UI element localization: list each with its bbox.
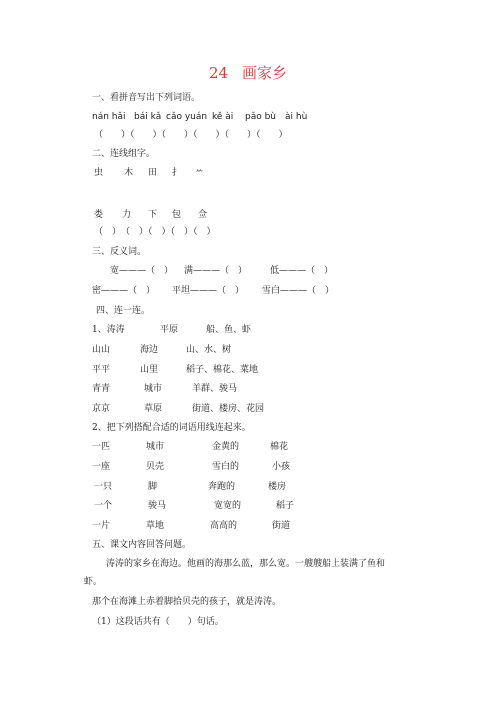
match-place-3: 山里 [140,365,159,375]
pinyin-answer-blanks: （ ）（ ）（ ）（ ）（ ）（ ） [94,130,288,140]
pinyin-1: nán hǎi [92,112,126,122]
passage-line-2: 虾。 [84,577,103,587]
section3-heading: 三、反义词。 [92,247,147,257]
pair-target-1: 棉花 [270,442,289,452]
pair-noun-3: 脚 [148,482,158,492]
match-thing-3: 稻子、棉花、菜地 [186,365,259,375]
match-place-5: 草原 [144,404,163,414]
match-name-4: 青青 [92,384,111,394]
question-1: （1）这段话共有（ ）句话。 [92,617,224,627]
match-place-1: 平原 [160,325,179,335]
match-name-5: 京京 [92,404,111,414]
component-3: 下 [148,210,158,220]
component-2: 力 [122,210,132,220]
pair-target-4: 稻子 [276,501,295,511]
pair-adj-2: 雪白的 [212,462,240,472]
pair-adj-1: 金黄的 [212,442,240,452]
pair-measure-2: 一座 [92,462,111,472]
page-title [0,64,496,82]
pinyin-6: ài hù [285,112,308,122]
antonym-3: 低———（ ） [270,266,334,276]
antonym-5: 平坦———（ ） [172,286,245,296]
antonym-1: 宽———（ ） [110,266,174,276]
pair-target-5: 街道 [272,521,291,531]
radical-5: ⺮ [196,169,203,177]
section1-heading: 一、看拼音写出下列词语。 [92,93,201,103]
antonym-4: 密———（ ） [92,286,156,296]
match-thing-2: 山、水、树 [186,345,232,355]
match-place-2: 海边 [140,345,159,355]
char-answer-blanks: （ ） （ ）（ ）（ ）（ ） [94,227,216,237]
match-thing-1: 船、鱼、虾 [206,325,252,335]
match-name-3: 平平 [92,365,111,375]
pair-measure-4: 一个 [94,501,113,511]
pair-noun-2: 贝壳 [146,462,165,472]
pair-noun-5: 草地 [146,521,165,531]
passage-line-3: 那个在海滩上赤着脚拾贝壳的孩子，就是涛涛。 [92,597,282,607]
match-place-4: 城市 [144,384,163,394]
pinyin-2: bái kǎ [134,112,162,122]
passage-line-1: 涛涛的家乡在海边。他画的海那么蓝，那么宽。一艘艘船上装满了鱼和 [106,559,386,569]
pair-noun-4: 骏马 [148,501,167,511]
component-4: 包 [172,210,182,220]
radical-4: 扌 [172,168,182,178]
match-thing-5: 街道、楼房、花园 [192,404,265,414]
antonym-6: 雪白———（ ） [262,286,335,296]
lesson-title: 画家乡 [242,64,288,82]
antonym-2: 满———（ ） [184,266,248,276]
pair-measure-5: 一片 [92,521,111,531]
match-name-2: 山山 [92,345,111,355]
pinyin-5: pǎo bù [245,112,277,122]
radical-1: 虫 [94,168,104,178]
pair-adj-4: 宽宽的 [214,501,242,511]
lesson-number: 24 [208,64,229,82]
section4-heading: 四、连一连。 [96,306,151,316]
pair-measure-3: 一只 [94,482,113,492]
pinyin-3: cǎo yuán [166,112,208,122]
pair-adj-3: 奔跑的 [208,482,236,492]
match-thing-4: 羊群、骏马 [192,384,238,394]
pinyin-4: kě ài [212,112,234,122]
part2-heading: 2、把下列搭配合适的词语用线连起来。 [92,423,251,433]
pair-target-2: 小孩 [272,462,291,472]
pair-measure-1: 一匹 [92,442,111,452]
section5-heading: 五、课文内容回答问题。 [92,540,192,550]
section2-heading: 二、连线组字。 [92,149,156,159]
radical-2: 木 [124,168,134,178]
component-1: 娄 [94,210,104,220]
component-5: 佥 [198,210,208,220]
pair-target-3: 楼房 [268,482,287,492]
match-name-1: 1、涛涛 [92,325,125,335]
pair-noun-1: 城市 [146,442,165,452]
pair-adj-5: 高高的 [210,521,238,531]
radical-3: 田 [148,168,158,178]
